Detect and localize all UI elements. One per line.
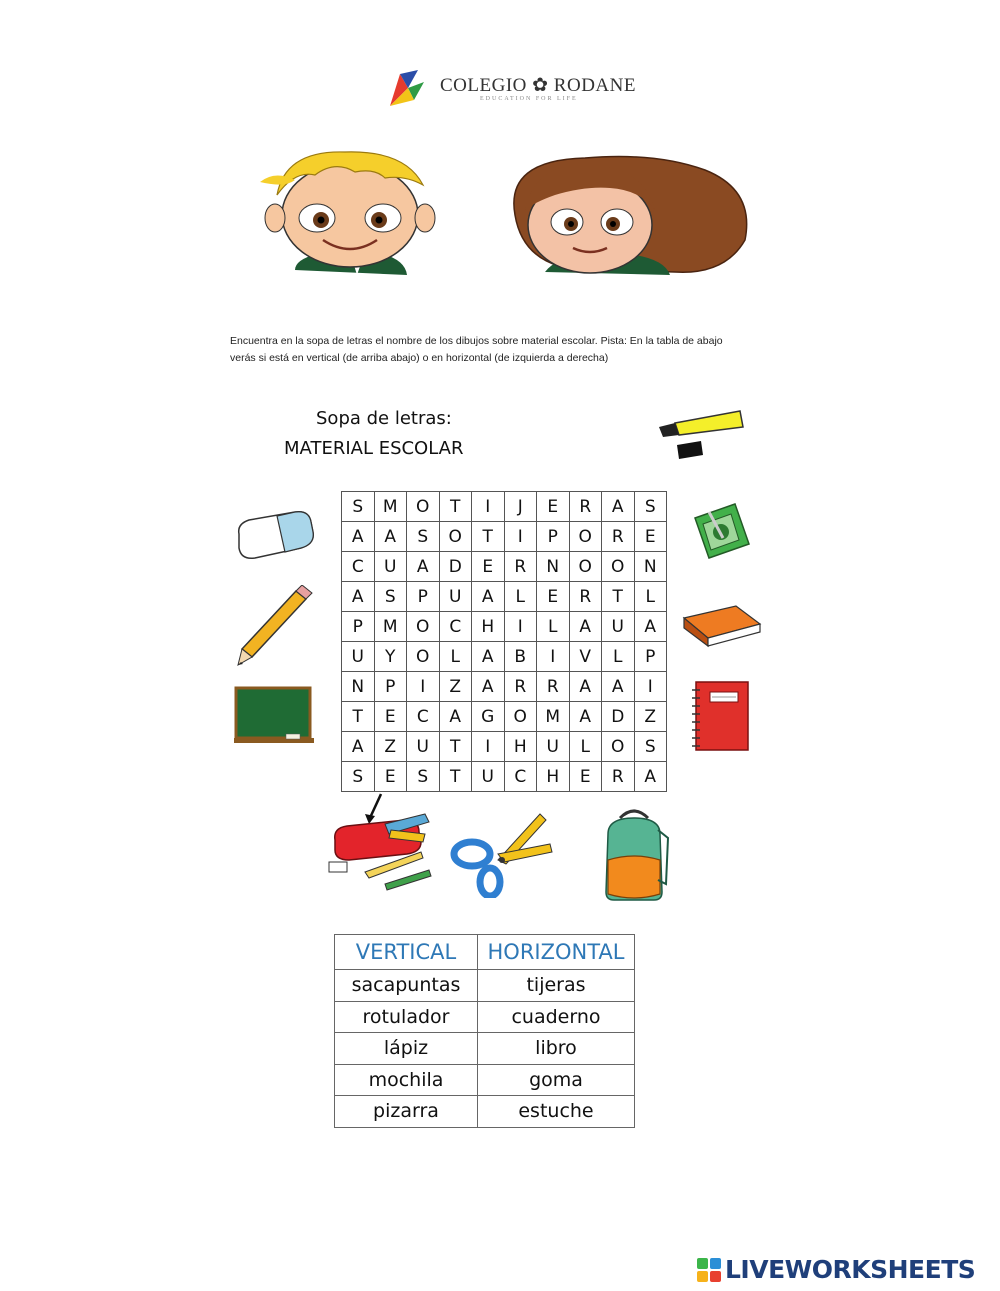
grid-cell[interactable]: A (569, 612, 602, 642)
grid-cell[interactable]: G (472, 702, 505, 732)
grid-cell[interactable]: R (602, 762, 635, 792)
logo-subtext: EDUCATION FOR LIFE (480, 96, 578, 102)
grid-cell[interactable]: I (504, 522, 537, 552)
grid-row (342, 582, 667, 612)
grid-row (342, 702, 667, 732)
grid-row (342, 612, 667, 642)
grid-cell[interactable]: B (504, 642, 537, 672)
grid-cell[interactable]: H (537, 762, 570, 792)
grid-cell[interactable]: S (634, 492, 667, 522)
word-search-grid (341, 491, 667, 792)
grid-cell[interactable]: C (342, 552, 375, 582)
book-icon (680, 602, 762, 650)
grid-cell[interactable]: O (602, 552, 635, 582)
grid-cell[interactable]: I (504, 612, 537, 642)
grid-cell[interactable]: I (634, 672, 667, 702)
word-list-table (334, 934, 635, 1128)
sharpener-icon (687, 498, 755, 566)
grid-cell[interactable]: A (634, 762, 667, 792)
grid-cell[interactable]: T (439, 492, 472, 522)
grid-cell[interactable]: R (569, 582, 602, 612)
grid-cell[interactable]: U (472, 762, 505, 792)
instructions-text: Encuentra en la sopa de letras el nombre de los dibujos sobre material escolar. Pista: En la tabla de abajo verás si está en vertical (de arriba abajo) o en horizontal (de izquierda a derecha) (230, 335, 723, 364)
grid-cell[interactable]: A (342, 732, 375, 762)
grid-cell[interactable]: T (439, 732, 472, 762)
grid-cell[interactable]: S (407, 762, 440, 792)
grid-cell[interactable]: R (569, 492, 602, 522)
grid-cell[interactable]: S (634, 732, 667, 762)
grid-cell[interactable]: R (537, 672, 570, 702)
grid-cell[interactable]: C (407, 702, 440, 732)
grid-cell[interactable]: O (439, 522, 472, 552)
grid-cell[interactable]: N (342, 672, 375, 702)
vertical-word: sacapuntas (335, 970, 478, 1002)
grid-cell[interactable]: A (342, 522, 375, 552)
grid-cell[interactable]: P (634, 642, 667, 672)
grid-cell[interactable]: A (634, 612, 667, 642)
grid-cell[interactable]: I (537, 642, 570, 672)
grid-cell[interactable]: U (439, 582, 472, 612)
grid-cell[interactable]: A (569, 702, 602, 732)
grid-cell[interactable]: O (407, 642, 440, 672)
grid-cell[interactable]: E (569, 762, 602, 792)
grid-cell[interactable]: T (439, 762, 472, 792)
grid-cell[interactable]: A (407, 552, 440, 582)
grid-cell[interactable]: A (472, 582, 505, 612)
grid-row (342, 762, 667, 792)
girl-illustration (514, 157, 747, 276)
grid-cell[interactable]: M (374, 492, 407, 522)
eraser-icon (233, 504, 315, 566)
vertical-word: mochila (335, 1064, 478, 1096)
grid-cell[interactable]: Z (374, 732, 407, 762)
grid-row (342, 732, 667, 762)
grid-cell[interactable]: I (472, 732, 505, 762)
liveworksheets-brand: LIVEWORKSHEETS (725, 1255, 976, 1284)
grid-row (342, 522, 667, 552)
table-row (335, 1064, 635, 1096)
pencil-case-icon (325, 790, 437, 892)
grid-cell[interactable]: S (374, 582, 407, 612)
horizontal-word: estuche (478, 1096, 635, 1128)
grid-cell[interactable]: O (569, 552, 602, 582)
puzzle-subtitle: MATERIAL ESCOLAR (284, 438, 464, 459)
kids-illustration (255, 140, 755, 285)
grid-cell[interactable]: J (504, 492, 537, 522)
grid-cell[interactable]: O (407, 492, 440, 522)
grid-cell[interactable]: L (634, 582, 667, 612)
grid-cell[interactable]: L (504, 582, 537, 612)
grid-cell[interactable]: U (342, 642, 375, 672)
grid-cell[interactable]: H (504, 732, 537, 762)
grid-cell[interactable]: T (472, 522, 505, 552)
grid-cell[interactable]: D (602, 702, 635, 732)
grid-cell[interactable]: R (504, 672, 537, 702)
grid-cell[interactable]: T (602, 582, 635, 612)
horizontal-word: goma (478, 1064, 635, 1096)
grid-cell[interactable]: T (342, 702, 375, 732)
vertical-word: pizarra (335, 1096, 478, 1128)
table-row (335, 1001, 635, 1033)
grid-cell[interactable]: O (407, 612, 440, 642)
horizontal-word: libro (478, 1033, 635, 1065)
grid-cell[interactable]: O (504, 702, 537, 732)
grid-cell[interactable]: I (407, 672, 440, 702)
puzzle-title: Sopa de letras: (316, 408, 452, 429)
grid-cell[interactable]: A (602, 492, 635, 522)
horizontal-word: tijeras (478, 970, 635, 1002)
table-row (335, 1096, 635, 1128)
grid-cell[interactable]: E (374, 702, 407, 732)
grid-cell[interactable]: E (537, 582, 570, 612)
grid-cell[interactable]: L (439, 642, 472, 672)
grid-cell[interactable]: U (374, 552, 407, 582)
grid-cell[interactable]: A (602, 672, 635, 702)
pencil-icon (234, 585, 314, 667)
boy-illustration (260, 152, 435, 275)
grid-cell[interactable]: L (569, 732, 602, 762)
grid-cell[interactable]: S (342, 492, 375, 522)
grid-cell[interactable]: U (407, 732, 440, 762)
grid-cell[interactable]: Z (439, 672, 472, 702)
logo-mark-icon (384, 68, 430, 108)
grid-cell[interactable]: N (634, 552, 667, 582)
grid-cell[interactable]: U (602, 612, 635, 642)
header-vertical: VERTICAL (335, 935, 478, 970)
grid-cell[interactable]: L (602, 642, 635, 672)
grid-cell[interactable]: A (569, 672, 602, 702)
grid-row (342, 492, 667, 522)
grid-row (342, 672, 667, 702)
header-horizontal: HORIZONTAL (478, 935, 635, 970)
grid-cell[interactable]: S (407, 522, 440, 552)
grid-cell[interactable]: E (537, 492, 570, 522)
grid-cell[interactable]: S (342, 762, 375, 792)
grid-cell[interactable]: A (472, 642, 505, 672)
highlighter-icon (655, 405, 750, 465)
grid-cell[interactable]: M (374, 612, 407, 642)
grid-cell[interactable]: R (504, 552, 537, 582)
grid-cell[interactable]: H (472, 612, 505, 642)
grid-cell[interactable]: E (634, 522, 667, 552)
grid-cell[interactable]: C (439, 612, 472, 642)
word-table-header-row (335, 935, 635, 970)
grid-cell[interactable]: N (537, 552, 570, 582)
grid-cell[interactable]: U (537, 732, 570, 762)
liveworksheets-logo-icon (697, 1258, 721, 1282)
grid-cell[interactable]: E (374, 762, 407, 792)
grid-cell[interactable]: A (342, 582, 375, 612)
grid-cell[interactable]: A (472, 672, 505, 702)
chalkboard-icon (234, 686, 316, 746)
grid-cell[interactable]: A (374, 522, 407, 552)
grid-cell[interactable]: L (537, 612, 570, 642)
grid-cell[interactable]: Z (634, 702, 667, 732)
table-row (335, 1033, 635, 1065)
backpack-icon (598, 804, 670, 902)
grid-cell[interactable]: M (537, 702, 570, 732)
grid-cell[interactable]: D (439, 552, 472, 582)
grid-cell[interactable]: P (407, 582, 440, 612)
grid-cell[interactable]: P (537, 522, 570, 552)
logo-text: COLEGIO ✿ RODANE (440, 75, 636, 96)
grid-cell[interactable]: O (569, 522, 602, 552)
grid-row (342, 642, 667, 672)
table-row (335, 970, 635, 1002)
grid-cell[interactable]: A (439, 702, 472, 732)
vertical-word: rotulador (335, 1001, 478, 1033)
grid-cell[interactable]: O (602, 732, 635, 762)
grid-cell[interactable]: E (472, 552, 505, 582)
grid-cell[interactable]: I (472, 492, 505, 522)
grid-row (342, 552, 667, 582)
grid-cell[interactable]: C (504, 762, 537, 792)
grid-cell[interactable]: P (342, 612, 375, 642)
vertical-word: lápiz (335, 1033, 478, 1065)
school-logo (384, 66, 636, 110)
grid-cell[interactable]: Y (374, 642, 407, 672)
notebook-icon (690, 678, 752, 754)
grid-cell[interactable]: V (569, 642, 602, 672)
grid-cell[interactable]: R (602, 522, 635, 552)
scissors-icon (448, 808, 556, 898)
grid-cell[interactable]: P (374, 672, 407, 702)
horizontal-word: cuaderno (478, 1001, 635, 1033)
